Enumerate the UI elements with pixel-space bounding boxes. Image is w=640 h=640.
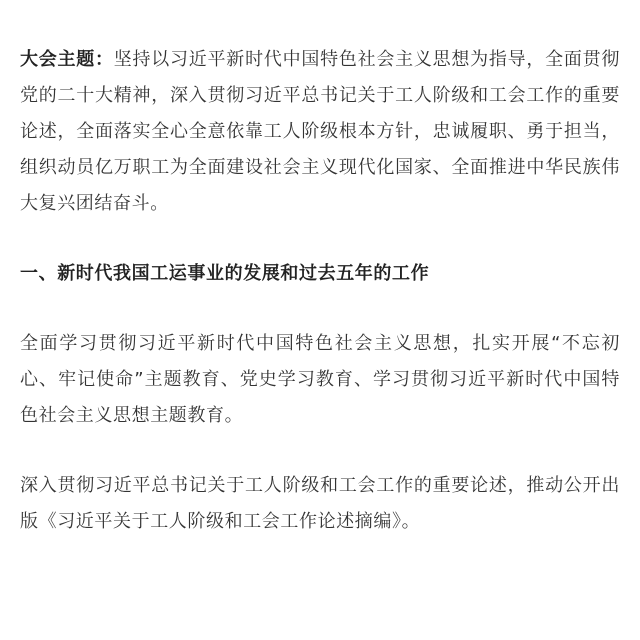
section-heading: 一、新时代我国工运事业的发展和过去五年的工作 — [20, 263, 430, 284]
intro-paragraph — [20, 42, 620, 222]
intro-text: 坚持以习近平新时代中国特色社会主义思想为指导，全面贯彻党的二十大精神，深入贯彻习近平总书记关于工人阶级和工会工作的重要论述，全面落实全心全意依靠工人阶级根本方针，忠诚履职、勇于担当，组织动员亿万职工为全面建设社会主义现代化国家、全面推进中华民族伟大复兴团结奋斗。 — [20, 49, 621, 214]
intro-label: 大会主题： — [20, 49, 114, 70]
body-paragraph-1: 全面学习贯彻习近平新时代中国特色社会主义思想，扎实开展“不忘初心、牢记使命”主题教育、党史学习教育、学习贯彻习近平新时代中国特色社会主义思想主题教育。 — [20, 333, 620, 426]
body-paragraph-2: 深入贯彻习近平总书记关于工人阶级和工会工作的重要论述，推动公开出版《习近平关于工人阶级和工会工作论述摘编》。 — [20, 475, 620, 532]
